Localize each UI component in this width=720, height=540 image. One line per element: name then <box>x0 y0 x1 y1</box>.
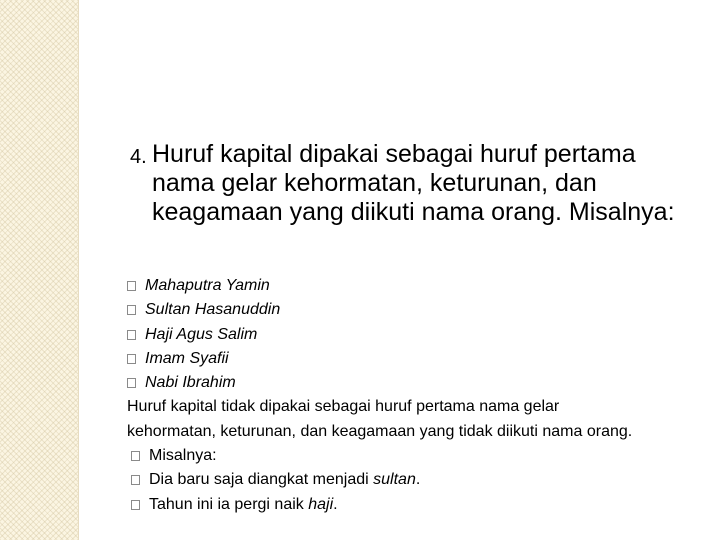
example-text: Imam Syafii <box>145 349 229 367</box>
note-line-1: Huruf kapital tidak dipakai sebagai huruf pertama nama gelar <box>127 398 560 416</box>
list-item <box>127 347 707 371</box>
bullet-text-post: . <box>415 471 421 489</box>
checkbox-glyph-icon <box>131 500 140 510</box>
misalnya-label: Misalnya: <box>149 447 217 465</box>
list-item <box>127 298 707 322</box>
note-line-2: kehormatan, keturunan, dan keagamaan yang tidak diikuti nama orang. <box>127 422 633 440</box>
checkbox-glyph-icon <box>127 305 136 315</box>
bullet-text-pre: Dia baru saja diangkat menjadi <box>149 471 374 489</box>
list-item <box>127 274 707 298</box>
checkbox-glyph-icon <box>127 330 136 340</box>
examples-list <box>127 274 707 517</box>
example-text: Sultan Hasanuddin <box>145 301 281 319</box>
sidebar-divider <box>78 0 79 540</box>
decorative-sidebar <box>0 0 78 540</box>
checkbox-glyph-icon <box>131 475 140 485</box>
list-item <box>127 468 707 492</box>
bullet-text-emphasis: sultan <box>373 471 416 489</box>
example-text: Mahaputra Yamin <box>145 277 270 294</box>
bullet-text-emphasis: haji <box>308 495 334 513</box>
bullet-text-pre: Tahun ini ia pergi naik <box>149 495 309 513</box>
example-text: Nabi Ibrahim <box>145 374 236 392</box>
point-text: Huruf kapital dipakai sebagai huruf pertama nama gelar kehormatan, keturunan, dan keagamaan yang diikuti nama orang. Misalnya: <box>152 140 675 226</box>
list-item <box>127 444 707 468</box>
list-item <box>127 323 707 347</box>
list-item <box>127 493 707 517</box>
point-number: 4. <box>130 146 147 168</box>
checkbox-glyph-icon <box>127 281 136 291</box>
checkbox-glyph-icon <box>131 451 140 461</box>
checkbox-glyph-icon <box>127 378 136 388</box>
example-text: Haji Agus Salim <box>145 325 258 343</box>
numbered-point <box>130 140 700 227</box>
checkbox-glyph-icon <box>127 354 136 364</box>
list-item <box>127 371 707 395</box>
bullet-text-post: . <box>333 495 338 513</box>
